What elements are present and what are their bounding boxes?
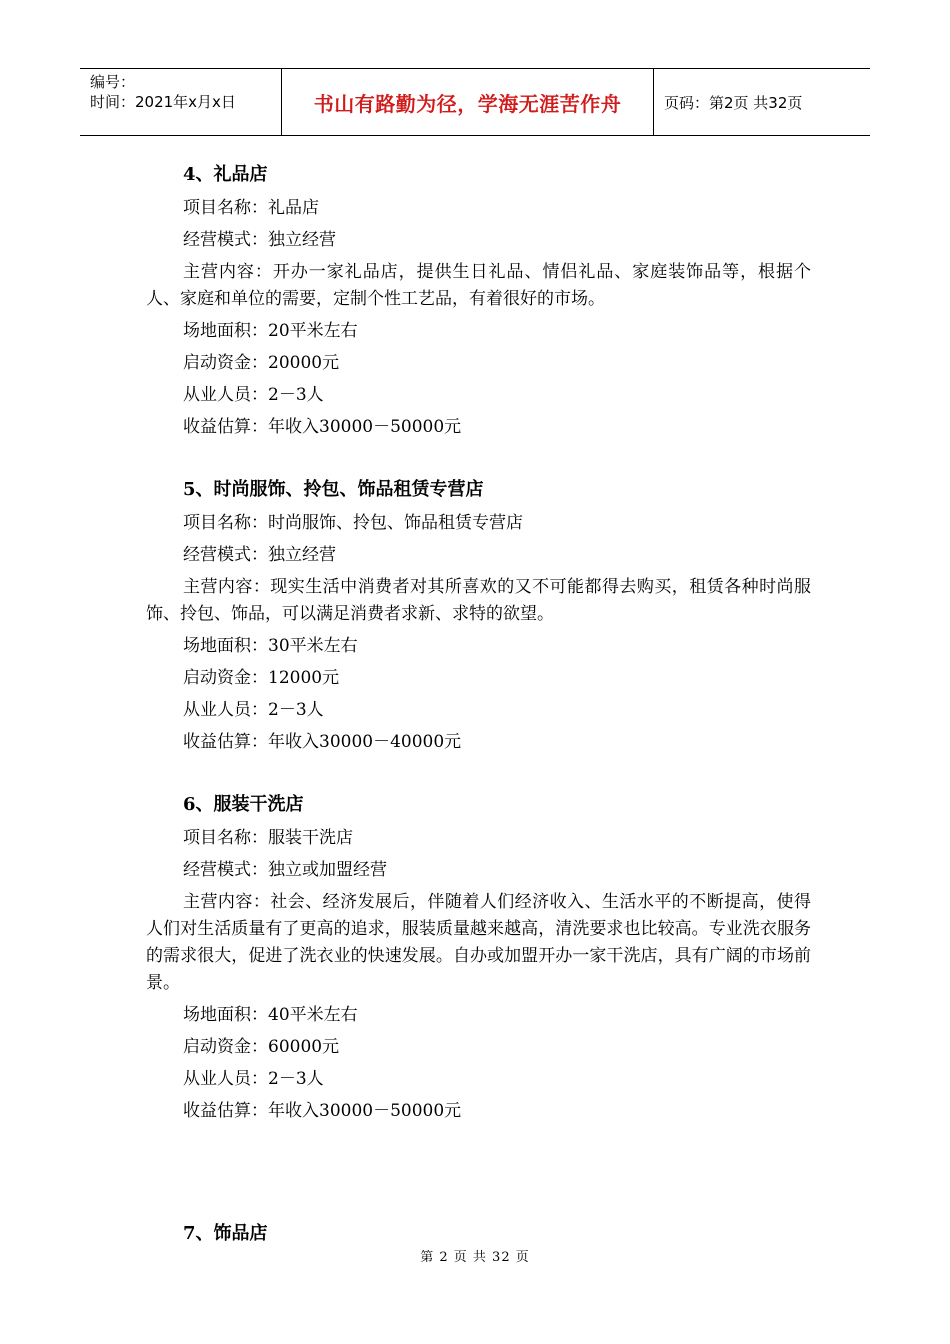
section-spacer <box>146 443 811 473</box>
header-page-code: 页码：第2页 共32页 <box>664 93 803 112</box>
section-title: 7、饰品店 <box>183 1223 268 1244</box>
section-dry-cleaning <box>146 788 811 1127</box>
business-mode: 经营模式：独立或加盟经营 <box>183 860 387 880</box>
staff-count: 从业人员：2－3人 <box>183 385 324 405</box>
startup-capital: 启动资金：12000元 <box>183 668 340 688</box>
business-mode: 经营模式：独立经营 <box>183 230 336 250</box>
site-area: 场地面积：30平米左右 <box>183 636 358 656</box>
header-meta <box>80 69 282 135</box>
site-area: 场地面积：20平米左右 <box>183 321 358 341</box>
project-name: 项目名称：时尚服饰、拎包、饰品租赁专营店 <box>183 513 523 533</box>
site-area: 场地面积：40平米左右 <box>183 1005 358 1025</box>
income-estimate: 收益估算：年收入30000－50000元 <box>183 417 462 437</box>
staff-count: 从业人员：2－3人 <box>183 1069 324 1089</box>
section-fashion-rental <box>146 473 811 758</box>
project-name: 项目名称：礼品店 <box>183 198 319 218</box>
document-number-label: 编号： <box>90 73 136 91</box>
section-spacer <box>146 1127 811 1217</box>
business-content: 主营内容：开办一家礼品店，提供生日礼品、情侣礼品、家庭装饰品等，根据个人、家庭和单位的需要，定制个性工艺品，有着很好的市场。 <box>146 262 811 309</box>
section-title: 6、服装干洗店 <box>183 794 304 815</box>
income-estimate: 收益估算：年收入30000－50000元 <box>183 1101 462 1121</box>
business-content: 主营内容：现实生活中消费者对其所喜欢的又不可能都得去购买，租赁各种时尚服饰、拎包、饰品，可以满足消费者求新、求特的欲望。 <box>146 577 811 624</box>
staff-count: 从业人员：2－3人 <box>183 700 324 720</box>
income-estimate: 收益估算：年收入30000－40000元 <box>183 732 462 752</box>
startup-capital: 启动资金：20000元 <box>183 353 340 373</box>
section-gift-shop <box>146 158 811 443</box>
document-date: 时间：2021年x月x日 <box>90 93 236 111</box>
section-title: 4、礼品店 <box>183 164 268 185</box>
business-content: 主营内容：社会、经济发展后，伴随着人们经济收入、生活水平的不断提高，使得人们对生活质量有了更高的追求，服装质量越来越高，清洗要求也比较高。专业洗衣服务的需求很大，促进了洗衣业的快速发展。自办或加盟开办一家干洗店，具有广阔的市场前景。 <box>146 892 811 993</box>
page-footer: 第 2 页 共 32 页 <box>420 1250 530 1265</box>
section-spacer <box>146 758 811 788</box>
page-header <box>80 68 870 136</box>
document-body <box>146 158 811 1251</box>
business-mode: 经营模式：独立经营 <box>183 545 336 565</box>
project-name: 项目名称：服装干洗店 <box>183 828 353 848</box>
section-title: 5、时尚服饰、拎包、饰品租赁专营店 <box>183 479 484 500</box>
header-motto: 书山有路勤为径，学海无涯苦作舟 <box>282 69 654 135</box>
startup-capital: 启动资金：60000元 <box>183 1037 340 1057</box>
